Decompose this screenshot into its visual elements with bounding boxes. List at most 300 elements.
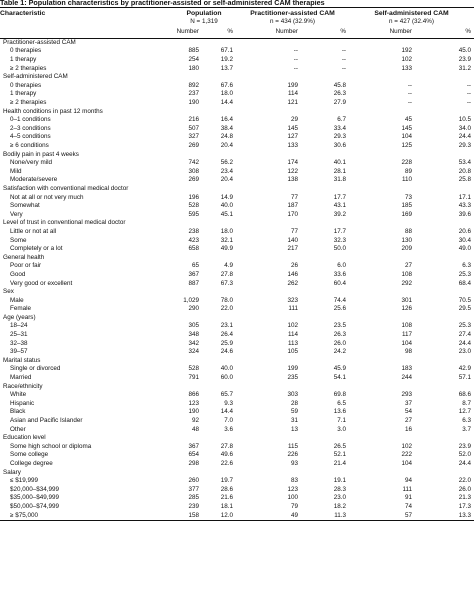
table-row	[0, 125, 474, 134]
cell-self-number: 192	[401, 47, 413, 55]
cell-self-number: 111	[402, 485, 413, 493]
cell-practitioner-number: 28	[290, 399, 298, 407]
cell-practitioner-number: 217	[287, 245, 298, 253]
cell-self-percent: 21.3	[458, 494, 472, 502]
cell-self-percent: 45.0	[458, 47, 472, 55]
cell-practitioner-number: 199	[287, 365, 298, 373]
table-row	[0, 451, 474, 460]
cell-practitioner-number: 123	[287, 485, 298, 493]
cell-practitioner-number: 29	[290, 116, 298, 124]
cell-practitioner-percent: 60.4	[333, 279, 347, 287]
cell-self-number: 292	[401, 279, 413, 287]
table-row	[0, 485, 474, 494]
cell-self-number: 91	[405, 494, 413, 502]
cell-self-number: 16	[405, 425, 413, 433]
cell-population-percent: 32.1	[220, 236, 233, 244]
cell-self-number: 145	[401, 124, 413, 132]
table-row	[0, 305, 474, 314]
cell-self-number: 57	[349, 511, 415, 520]
row-label: Asian and Pacific Islander	[10, 417, 83, 425]
cell-self-number: 98	[405, 348, 413, 356]
cell-self-number: 104	[401, 339, 413, 347]
cell-self-number: 102	[401, 56, 413, 64]
cell-population-number: 308	[188, 167, 199, 175]
table-row	[0, 348, 474, 357]
table-row	[0, 391, 474, 400]
cell-self-number: 228	[401, 159, 413, 167]
cell-practitioner-number: 262	[287, 279, 298, 287]
cell-practitioner-number: 77	[290, 227, 298, 235]
section-label: Sex	[3, 288, 14, 296]
cell-practitioner-number: 79	[290, 502, 298, 510]
section-row	[0, 314, 474, 323]
cell-self-percent: 25.8	[458, 176, 472, 184]
table-row	[0, 47, 474, 56]
cell-self-number: --	[407, 99, 413, 107]
cell-self-percent: 68.6	[458, 391, 472, 399]
table-row	[0, 82, 474, 91]
cell-practitioner-percent: 3.0	[337, 425, 347, 433]
cell-self-percent: 23.9	[458, 442, 472, 450]
subheader-percent: %	[202, 27, 236, 39]
cell-population-percent: 4.9	[224, 262, 233, 270]
table-row	[0, 99, 474, 108]
cell-population-percent: 3.6	[224, 425, 233, 433]
cell-self-percent: 17.1	[458, 193, 472, 201]
row-label: Poor or fair	[10, 262, 42, 270]
cell-practitioner-percent: 28.1	[333, 167, 347, 175]
row-label: $20,000–$34,999	[10, 485, 60, 493]
cell-practitioner-number: 133	[287, 142, 298, 150]
section-row	[0, 357, 474, 366]
cell-practitioner-number: 31	[290, 417, 298, 425]
cell-self-number: 102	[401, 442, 413, 450]
cell-practitioner-number: --	[293, 47, 298, 55]
cell-self-percent: 17.3	[458, 502, 472, 510]
cell-population-percent: 14.4	[220, 408, 233, 416]
table-row	[0, 133, 474, 142]
cell-practitioner-percent: 13.6	[333, 408, 347, 416]
cell-self-number: 244	[401, 374, 413, 382]
cell-practitioner-number: 140	[287, 236, 298, 244]
cell-practitioner-number: 114	[287, 331, 298, 339]
cell-practitioner-number: 83	[290, 477, 298, 485]
cell-population-percent: 49.9	[220, 245, 233, 253]
row-label: Good	[10, 270, 26, 278]
cell-self-number: 169	[401, 210, 413, 218]
row-label: ≤ $19,999	[10, 477, 38, 485]
table-row	[0, 339, 474, 348]
cell-practitioner-percent: 23.0	[333, 494, 347, 502]
cell-self-percent: 57.1	[458, 374, 472, 382]
cell-population-number: 254	[188, 56, 199, 64]
row-label: Black	[10, 408, 26, 416]
subheader-number: Number	[236, 27, 301, 39]
cell-self-percent: 70.5	[458, 296, 472, 304]
table-row	[0, 443, 474, 452]
row-label: Completely or a lot	[10, 245, 63, 253]
cell-population-percent: 19.7	[220, 477, 233, 485]
cell-practitioner-number: 187	[287, 202, 298, 210]
cell-population-percent: 56.2	[220, 159, 233, 167]
cell-practitioner-percent: 45.8	[333, 81, 347, 89]
cell-practitioner-number: 121	[287, 99, 298, 107]
cell-self-percent: 31.2	[458, 64, 472, 72]
cell-population-percent: 24.8	[220, 133, 233, 141]
table-row	[0, 477, 474, 486]
cell-practitioner-number: 145	[287, 124, 298, 132]
subheader-number: Number	[172, 27, 202, 39]
section-label: Education level	[3, 434, 46, 442]
cell-practitioner-percent: 54.1	[333, 374, 347, 382]
cell-population-number: 269	[188, 142, 199, 150]
table-row	[0, 503, 474, 512]
cell-population-number: 190	[188, 408, 199, 416]
cell-practitioner-percent: --	[341, 56, 347, 64]
cell-practitioner-number: 303	[287, 391, 298, 399]
row-label: 1 therapy	[10, 56, 37, 64]
cell-self-number: 108	[401, 270, 413, 278]
cell-practitioner-number: 226	[287, 451, 298, 459]
cell-population-number: 367	[188, 270, 199, 278]
row-label: ≥ 6 conditions	[10, 142, 49, 150]
cell-self-number: 110	[401, 176, 413, 184]
cell-population-number: 887	[188, 279, 199, 287]
section-row	[0, 150, 474, 159]
header-practitioner-assisted: Practitioner-assisted CAM	[236, 8, 349, 19]
table-row	[0, 331, 474, 340]
cell-self-number: 27	[405, 417, 413, 425]
table-row	[0, 236, 474, 245]
cell-practitioner-percent: 32.3	[333, 236, 347, 244]
row-label: Female	[10, 305, 31, 313]
table-row	[0, 176, 474, 185]
cell-practitioner-number: 111	[288, 305, 298, 313]
row-label: 1 therapy	[10, 90, 37, 98]
section-label: Marital status	[3, 356, 41, 364]
cell-self-percent: 24.4	[458, 339, 472, 347]
row-label: ≥ 2 therapies	[10, 64, 47, 72]
cell-self-number: 117	[401, 331, 413, 339]
table-row	[0, 228, 474, 237]
row-label: ≥ $75,000	[0, 511, 172, 520]
cell-population-percent: 13.7	[220, 64, 233, 72]
cell-population-percent: 40.0	[220, 202, 233, 210]
cell-practitioner-percent: 50.0	[333, 245, 347, 253]
cell-practitioner-number: 114	[287, 90, 298, 98]
section-row	[0, 253, 474, 262]
cell-population-percent: 21.6	[220, 494, 233, 502]
cell-practitioner-percent: 23.5	[333, 322, 347, 330]
cell-practitioner-number: --	[293, 64, 298, 72]
row-label: College degree	[10, 459, 53, 467]
cell-self-percent: 42.9	[458, 365, 472, 373]
table-body	[0, 38, 474, 520]
row-label: Some high school or diploma	[10, 442, 92, 450]
table-row	[0, 64, 474, 73]
cell-practitioner-number: 105	[287, 348, 298, 356]
cell-practitioner-percent: 11.3	[301, 511, 349, 520]
row-label: Very	[10, 210, 23, 218]
row-label: Married	[10, 374, 32, 382]
cell-population-percent: 12.0	[202, 511, 236, 520]
cell-population-percent: 60.0	[220, 374, 233, 382]
cell-population-number: 342	[188, 339, 199, 347]
table-row	[0, 262, 474, 271]
cell-population-percent: 24.6	[220, 348, 233, 356]
cell-practitioner-percent: 33.6	[333, 270, 347, 278]
table-row	[0, 279, 474, 288]
cell-population-number: 742	[188, 159, 199, 167]
row-label: ≥ 2 therapies	[10, 99, 47, 107]
cell-practitioner-percent: 17.7	[333, 227, 347, 235]
section-row	[0, 288, 474, 297]
cell-self-percent: 13.3	[415, 511, 474, 520]
cell-population-percent: 18.1	[220, 502, 233, 510]
cell-self-percent: 10.5	[458, 116, 472, 124]
cell-population-percent: 14.4	[220, 99, 233, 107]
cell-self-number: 104	[401, 133, 413, 141]
subheader-percent: %	[301, 27, 349, 39]
row-label: 39–57	[10, 348, 28, 356]
cell-self-number: 108	[401, 322, 413, 330]
cell-practitioner-number: 102	[287, 322, 298, 330]
cell-practitioner-percent: 45.9	[333, 365, 347, 373]
table-row	[0, 494, 474, 503]
section-row	[0, 468, 474, 477]
row-label: Somewhat	[10, 202, 40, 210]
header-characteristic: Characteristic	[0, 8, 172, 19]
cell-population-number: 216	[188, 116, 199, 124]
section-row	[0, 38, 474, 47]
cell-population-percent: 67.6	[220, 81, 233, 89]
cell-population-number: 238	[188, 227, 199, 235]
cell-self-percent: 27.4	[458, 331, 472, 339]
cell-practitioner-percent: 52.1	[333, 451, 347, 459]
cell-population-number: 885	[188, 47, 199, 55]
cell-self-percent: 49.0	[458, 245, 472, 253]
cell-practitioner-percent: 74.4	[333, 296, 347, 304]
cell-population-number: 123	[188, 399, 199, 407]
cell-self-number: 74	[405, 502, 413, 510]
cell-population-number: 658	[188, 245, 199, 253]
cell-self-number: 209	[401, 245, 413, 253]
section-row	[0, 73, 474, 82]
row-label: $50,000–$74,999	[10, 502, 60, 510]
cell-practitioner-percent: 40.1	[333, 159, 347, 167]
cell-population-number: 285	[188, 494, 199, 502]
table-row	[0, 296, 474, 305]
cell-self-number: 37	[405, 399, 413, 407]
cell-practitioner-percent: 7.1	[337, 417, 347, 425]
cell-population-percent: 14.9	[220, 193, 233, 201]
cell-population-percent: 7.0	[224, 417, 233, 425]
cell-self-percent: 6.3	[462, 417, 472, 425]
section-label: Salary	[3, 468, 21, 476]
section-label: Age (years)	[3, 313, 36, 321]
section-row	[0, 219, 474, 228]
cell-self-number: 73	[405, 193, 413, 201]
cell-population-number: 269	[188, 176, 199, 184]
cell-self-number: 183	[401, 365, 413, 373]
subheader-percent: %	[415, 27, 474, 39]
table-row	[0, 322, 474, 331]
cell-self-percent: 8.7	[462, 399, 472, 407]
row-label: 0 therapies	[10, 47, 42, 55]
cell-self-number: 293	[401, 391, 413, 399]
cell-self-number: 133	[401, 64, 413, 72]
cell-self-percent: 24.4	[458, 133, 472, 141]
cell-self-percent: 6.3	[462, 262, 472, 270]
cell-population-percent: 28.6	[220, 485, 233, 493]
cell-self-percent: 68.4	[458, 279, 472, 287]
section-label: General health	[3, 253, 45, 261]
cell-practitioner-number: 77	[290, 193, 298, 201]
cell-practitioner-percent: 29.3	[333, 133, 347, 141]
cell-practitioner-number: 115	[287, 442, 298, 450]
row-label: Very good or excellent	[10, 279, 73, 287]
row-label: Single or divorced	[10, 365, 61, 373]
cell-self-percent: --	[466, 99, 472, 107]
cell-population-percent: 20.4	[220, 142, 233, 150]
cell-population-percent: 23.4	[220, 167, 233, 175]
cell-population-number: 180	[188, 64, 199, 72]
cell-practitioner-number: 13	[290, 425, 298, 433]
cell-population-percent: 40.0	[220, 365, 233, 373]
table-row	[0, 460, 474, 469]
cell-self-percent: 23.0	[458, 348, 472, 356]
section-label: Satisfaction with conventional medical doctor	[3, 184, 129, 192]
row-label: Male	[10, 296, 24, 304]
cell-practitioner-number: 59	[290, 408, 298, 416]
cell-practitioner-number: 174	[287, 159, 298, 167]
section-label: Level of trust in conventional medical doctor	[3, 219, 126, 227]
cell-practitioner-percent: 6.0	[337, 262, 347, 270]
table-row	[0, 202, 474, 211]
cell-population-percent: 20.4	[220, 176, 233, 184]
cell-self-percent: 30.4	[458, 236, 472, 244]
cell-practitioner-percent: 24.2	[333, 348, 347, 356]
cell-self-number: 54	[405, 408, 413, 416]
row-label: Some	[10, 236, 27, 244]
cell-population-percent: 23.1	[220, 322, 233, 330]
cell-population-number: 237	[188, 90, 199, 98]
row-label: $35,000–$49,999	[10, 494, 60, 502]
cell-self-percent: 3.7	[462, 425, 472, 433]
table-row	[0, 116, 474, 125]
cell-practitioner-number: 146	[287, 270, 298, 278]
cell-population-number: 65	[191, 262, 199, 270]
cell-self-number: --	[407, 90, 413, 98]
table-row	[0, 168, 474, 177]
cell-practitioner-percent: 30.6	[333, 142, 347, 150]
row-label: None/very mild	[10, 159, 52, 167]
section-row	[0, 382, 474, 391]
cell-self-number: 45	[405, 116, 413, 124]
cell-practitioner-percent: 27.9	[333, 99, 347, 107]
section-label: Bodily pain in past 4 weeks	[3, 150, 79, 158]
cell-self-number: 89	[405, 167, 413, 175]
cell-self-number: 130	[401, 236, 413, 244]
cell-self-number: 222	[401, 451, 413, 459]
cell-population-number: 298	[188, 459, 199, 467]
cell-practitioner-percent: 25.6	[333, 305, 347, 313]
cell-population-number: 377	[188, 485, 199, 493]
cell-practitioner-percent: --	[341, 64, 347, 72]
cell-self-percent: 26.0	[458, 485, 472, 493]
table-row	[0, 408, 474, 417]
table-row	[0, 210, 474, 219]
cell-self-number: 94	[405, 477, 413, 485]
cell-population-percent: 49.6	[220, 451, 233, 459]
row-label: 18–24	[10, 322, 28, 330]
cell-population-number: 196	[188, 193, 199, 201]
cell-population-number: 239	[188, 502, 199, 510]
cell-population-percent: 25.9	[220, 339, 233, 347]
cell-self-percent: 24.4	[458, 459, 472, 467]
row-label: Moderate/severe	[10, 176, 58, 184]
row-label: Other	[10, 425, 26, 433]
cell-practitioner-number: 235	[287, 374, 298, 382]
cell-self-number: 104	[401, 459, 413, 467]
row-label: 32–38	[10, 339, 28, 347]
cell-practitioner-percent: 6.7	[337, 116, 347, 124]
cell-practitioner-percent: 26.5	[333, 442, 347, 450]
section-row	[0, 107, 474, 116]
section-row	[0, 185, 474, 194]
table-row	[0, 245, 474, 254]
cell-population-percent: 16.4	[220, 116, 233, 124]
characteristics-table	[0, 7, 474, 521]
header-practitioner-n: n = 434 (32.9%)	[270, 18, 315, 26]
cell-practitioner-percent: 69.8	[333, 391, 347, 399]
header-self-administered: Self-administered CAM	[349, 8, 474, 19]
cell-population-number: 528	[188, 202, 199, 210]
cell-self-number: 301	[401, 296, 413, 304]
cell-self-number: 88	[405, 227, 413, 235]
cell-practitioner-percent: --	[341, 47, 347, 55]
cell-practitioner-percent: 43.1	[333, 202, 347, 210]
cell-population-number: 290	[188, 305, 199, 313]
row-label: 25–31	[10, 331, 28, 339]
cell-self-percent: 53.4	[458, 159, 472, 167]
section-label: Practitioner-assisted CAM	[3, 38, 76, 46]
cell-practitioner-percent: 26.3	[333, 331, 347, 339]
cell-population-number: 654	[188, 451, 199, 459]
cell-practitioner-number: 138	[287, 176, 298, 184]
row-label: 0 therapies	[10, 81, 42, 89]
cell-population-number: 892	[188, 81, 199, 89]
cell-population-number: 367	[188, 442, 199, 450]
cell-self-number: --	[407, 81, 413, 89]
cell-population-percent: 27.8	[220, 270, 233, 278]
row-label: Hispanic	[10, 399, 35, 407]
cell-population-percent: 45.1	[220, 210, 233, 218]
cell-population-number: 595	[188, 210, 199, 218]
row-label: 4–5 conditions	[10, 133, 51, 141]
cell-practitioner-number: 127	[287, 133, 298, 141]
cell-population-percent: 22.0	[220, 305, 233, 313]
row-label: Not at all or not very much	[10, 193, 84, 201]
row-label: 2–3 conditions	[10, 124, 51, 132]
cell-self-number: 185	[401, 202, 413, 210]
cell-population-number: 92	[191, 417, 199, 425]
cell-self-percent: 29.5	[458, 305, 472, 313]
table-row	[0, 400, 474, 409]
cell-population-percent: 22.6	[220, 459, 233, 467]
cell-population-percent: 27.8	[220, 442, 233, 450]
table-caption: Table 1: Population characteristics by practitioner-assisted or self-administered CAM therapies	[0, 0, 325, 7]
